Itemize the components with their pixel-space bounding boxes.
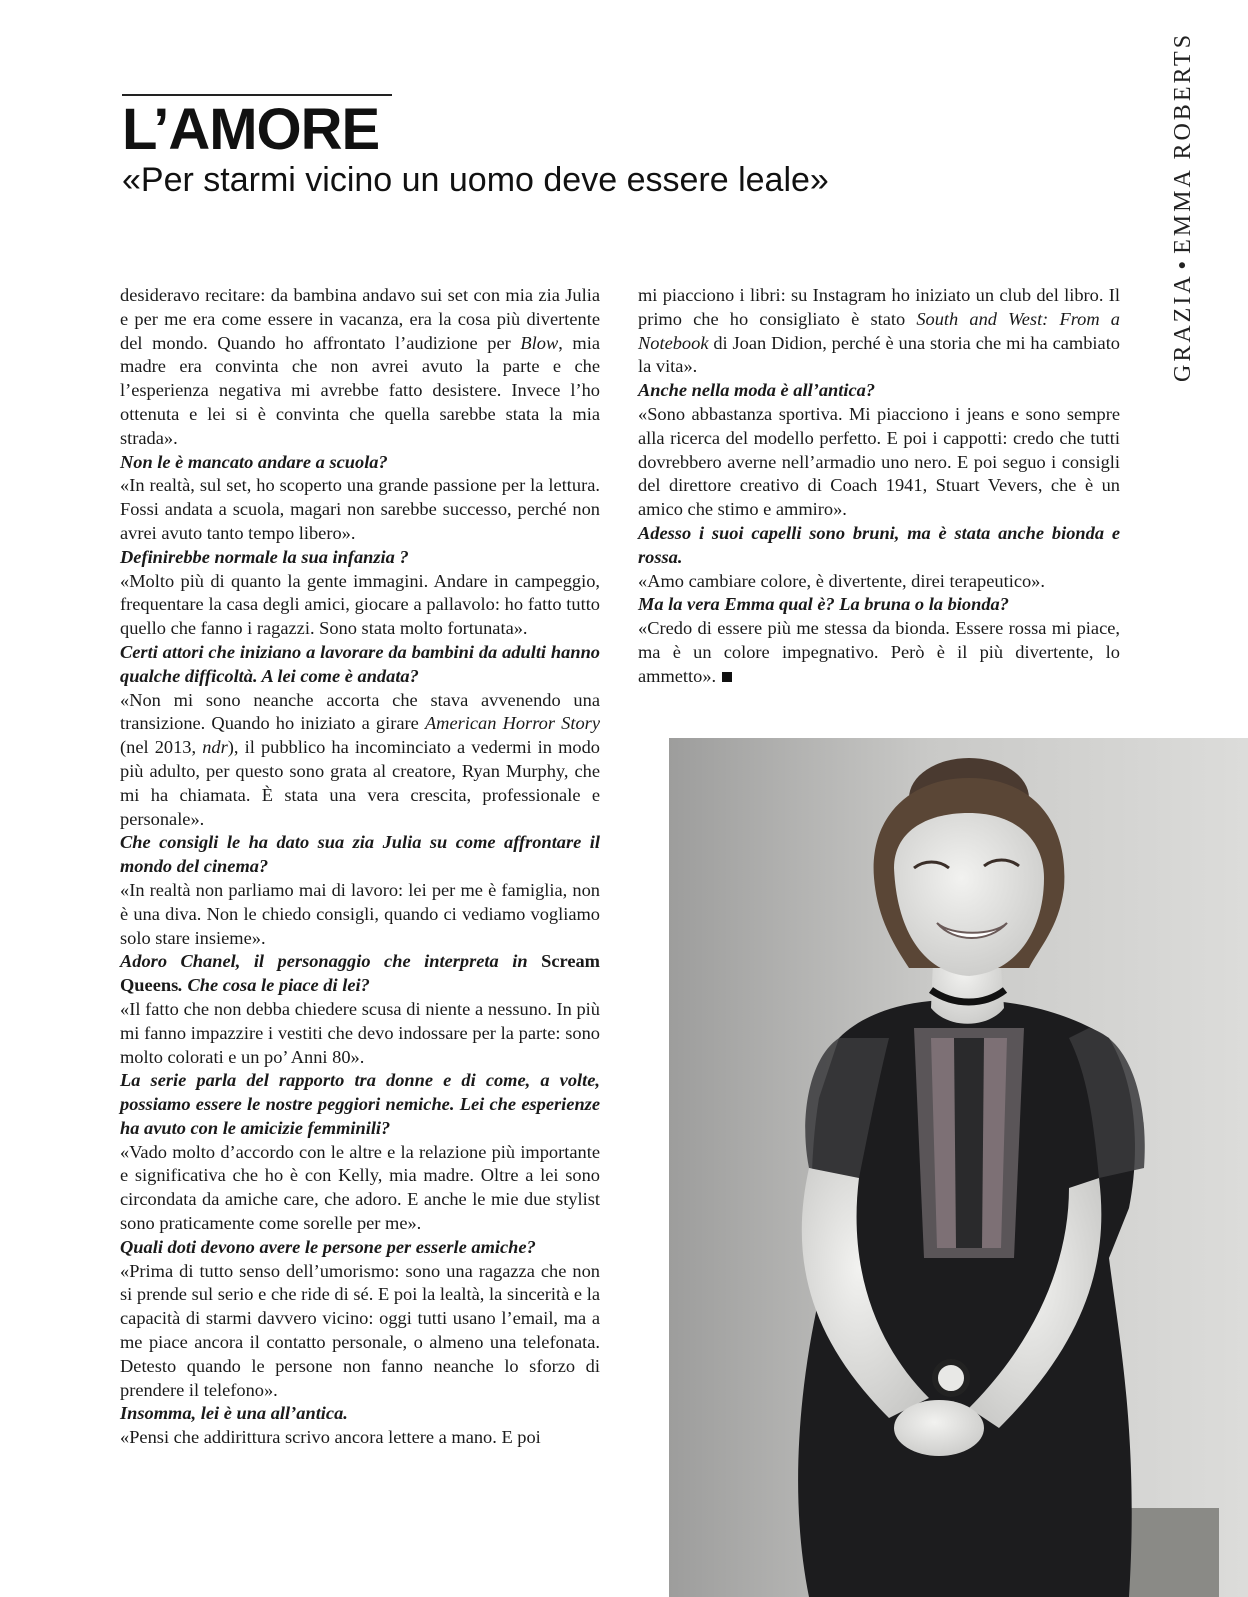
answer-paragraph: mi piacciono i libri: su Instagram ho iniziato un club del libro. Il primo che ho consigliato è stato South and West: From a Notebook di Joan Didion, perché è una storia che mi ha cambiato la vita». [638, 285, 1120, 377]
question: Adesso i suoi capelli sono bruni, ma è stata anche bionda e rossa. [638, 522, 1120, 567]
answer-paragraph: «Amo cambiare colore, è divertente, direi terapeutico». [638, 570, 1045, 591]
answer-paragraph: «In realtà non parliamo mai di lavoro: lei per me è famiglia, non è una diva. Non le chiedo consigli, quando ci vediamo vogliamo solo stare insieme». [120, 879, 600, 948]
answer-paragraph: «Non mi sono neanche accorta che stava avvenendo una transizione. Quando ho iniziato a girare American Horror Story (nel 2013, ndr), il pubblico ha incominciato a vedermi in modo più adulto, per questo sono grata al creatore, Ryan Murphy, che mi ha chiamata. È stata una vera crescita, professionale e personale». [120, 689, 600, 829]
header-rule [122, 94, 392, 96]
question: Certi attori che iniziano a lavorare da bambini da adulti hanno qualche difficoltà. A lei come è andata? [120, 641, 600, 686]
separator-dot: ● [1175, 257, 1190, 270]
article-column-left [120, 284, 600, 1450]
answer-paragraph: «Vado molto d’accordo con le altre e la relazione più importante e significativa che ho è con Kelly, mia madre. Oltre a lei sono circondata da amiche care, che adoro. E anche le mie due stylist sono praticamente come sorelle per me». [120, 1141, 600, 1234]
question: Anche nella moda è all’antica? [638, 380, 876, 401]
question: Quali doti devono avere le persone per esserle amiche? [120, 1236, 536, 1257]
hands [894, 1400, 984, 1456]
answer-paragraph: «Prima di tutto senso dell’umorismo: sono una ragazza che non si prende sul serio e che ride di sé. E poi la lealtà, la sincerità e la capacità di starmi davvero vicino: oggi tutti usano l’email, ma a me piace ancora il contatto personale, o almeno una telefonata. Detesto quando le persone non fanno neanche lo sforzo di prendere il telefono». [120, 1260, 600, 1400]
answer-paragraph: «Pensi che addirittura scrivo ancora lettere a mano. E poi [120, 1427, 541, 1448]
answer-paragraph: «Credo di essere più me stessa da bionda. Essere rossa mi piace, ma è un colore impegnativo. Però è il più divertente, lo ammetto». [638, 618, 1120, 686]
question: Non le è mancato andare a scuola? [120, 451, 388, 472]
question: Ma la vera Emma qual è? La bruna o la bionda? [638, 594, 1009, 615]
question: La serie parla del rapporto tra donne e di come, a volte, possiamo essere le nostre peggiori nemiche. Lei che esperienze ha avuto con le amicizie femminili? [120, 1070, 600, 1138]
section-subtitle: «Per starmi vicino un uomo deve essere leale» [122, 161, 829, 199]
question: Insomma, lei è una all’antica. [120, 1403, 348, 1424]
wristwatch [935, 1362, 967, 1394]
question: Che consigli le ha dato sua zia Julia su come affrontare il mondo del cinema? [120, 832, 600, 877]
portrait-photo [669, 738, 1248, 1597]
answer-paragraph: desideravo recitare: da bambina andavo sui set con mia zia Julia e per me era come essere in vacanza, era la cosa più divertente del mondo. Quando ho affrontato l’audizione per Blow, mia madre era convinta che non avrei avuto la parte e che l’esperienza negativa mi avrebbe fatto desistere. Invece l’ho ottenuta e lei si è convinta che quella sarebbe stata la mia strada». [120, 285, 601, 448]
portrait-illustration [669, 738, 1248, 1597]
side-label [1168, 31, 1198, 382]
answer-paragraph: «Il fatto che non debba chiedere scusa di niente a nessuno. In più mi fanno impazzire i vestiti che devo indossare per la parte: sono molto colorati e un po’ Anni 80». [120, 998, 600, 1067]
celebrity-name: EMMA ROBERTS [1170, 31, 1196, 254]
section-title: L’AMORE [122, 97, 380, 162]
end-of-article-mark [722, 672, 732, 682]
answer-paragraph: «Sono abbastanza sportiva. Mi piacciono i jeans e sono sempre alla ricerca del modello perfetto. E poi i cappotti: credo che tutti dovrebbero averne nell’armadio uno nero. E poi seguo i consigli del direttore creativo di Coach 1941, Stuart Vevers, che è un amico che stimo e ammiro». [638, 403, 1120, 520]
article-column-right [638, 284, 1120, 689]
answer-paragraph: «In realtà, sul set, ho scoperto una grande passione per la lettura. Fossi andata a scuola, magari non sarebbe successo, perché non avrei avuto tanto tempo libero». [120, 475, 600, 543]
answer-paragraph: «Molto più di quanto la gente immagini. Andare in campeggio, frequentare la casa degli amici, giocare a pallavolo: ho fatto tutto quello che fanno i ragazzi. Sono stata molto fortunata». [120, 570, 600, 639]
magazine-name: GRAZIA [1170, 273, 1196, 382]
question: Definirebbe normale la sua infanzia ? [120, 546, 409, 567]
question: Adoro Chanel, il personaggio che interpreta in Scream Queens. Che cosa le piace di lei? [120, 951, 600, 996]
